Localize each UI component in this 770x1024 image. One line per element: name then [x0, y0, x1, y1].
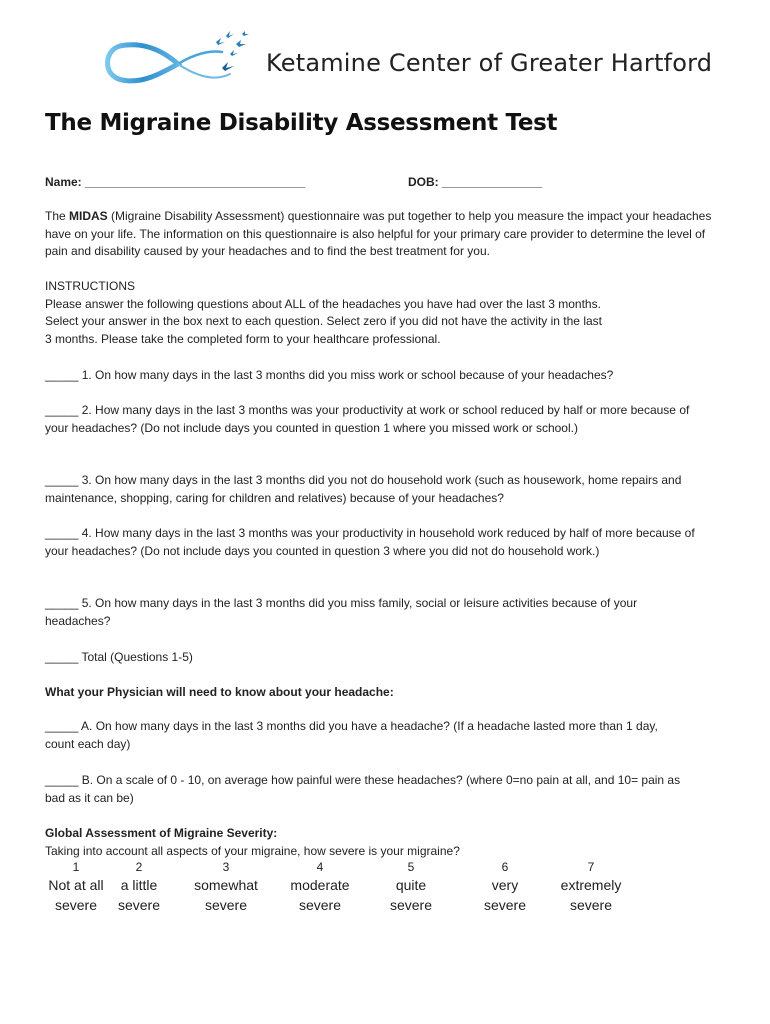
severity-option-1[interactable] [45, 860, 107, 917]
severity-option-5[interactable] [383, 860, 439, 917]
midas-acronym: MIDAS [69, 209, 108, 223]
severity-option-4[interactable] [280, 860, 360, 917]
global-assessment-heading: Global Assessment of Migraine Severity: [45, 826, 278, 840]
severity-word: very [491, 877, 519, 893]
severity-option-3[interactable] [188, 860, 264, 917]
global-assessment-prompt: Taking into account all aspects of your migraine, how severe is your migraine? [45, 844, 460, 858]
severity-word-2: severe [298, 897, 342, 913]
severity-option-7[interactable] [551, 860, 631, 917]
severity-word-2: severe [54, 897, 98, 913]
physician-heading: What your Physician will need to know about your headache: [45, 685, 394, 699]
severity-word: quite [395, 877, 427, 893]
instructions-line-2: Select your answer in the box next to each question. Select zero if you did not have the activity in the last [45, 314, 602, 329]
severity-number: 3 [222, 860, 230, 874]
severity-number: 6 [501, 860, 509, 874]
question-5[interactable]: _____ 5. On how many days in the last 3 months did you miss family, social or leisure activities because of your headaches? [45, 596, 638, 628]
question-a[interactable]: _____ A. On how many days in the last 3 months did you have a headache? (If a headache lasted more than 1 day, count each day) [45, 719, 658, 751]
instructions-line-3: 3 months. Please take the completed form to your healthcare professional. [45, 331, 441, 346]
instructions-heading: INSTRUCTIONS [45, 279, 135, 293]
severity-word-2: severe [483, 897, 527, 913]
severity-number: 5 [407, 860, 415, 874]
total-field[interactable]: _____ Total (Questions 1-5) [45, 650, 193, 664]
page-title: The Migraine Disability Assessment Test [45, 110, 558, 136]
question-2[interactable]: _____ 2. How many days in the last 3 months was your productivity at work or school reduced by half or more because of your headaches? (Do not include days you counted in question 1 where you missed work or school.) [45, 403, 690, 435]
question-1[interactable]: _____ 1. On how many days in the last 3 months did you miss work or school because of your headaches? [45, 368, 614, 382]
organization-name: Ketamine Center of Greater Hartford [266, 49, 713, 77]
question-b[interactable]: _____ B. On a scale of 0 - 10, on average how painful were these headaches? (where 0=no pain at all, and 10= pain as bad as it can be) [45, 773, 681, 805]
severity-word-2: severe [569, 897, 613, 913]
severity-number: 2 [135, 860, 143, 874]
instructions-line-1: Please answer the following questions about ALL of the headaches you have had over the last 3 months. [45, 296, 601, 311]
severity-word-2: severe [389, 897, 433, 913]
infinity-birds-logo-icon [98, 30, 258, 92]
severity-word-2: severe [204, 897, 248, 913]
severity-scale [45, 860, 685, 920]
severity-option-6[interactable] [477, 860, 533, 917]
dob-field[interactable]: DOB: _______________ [408, 175, 543, 189]
intro-lead: The [45, 209, 70, 223]
severity-word: a little [120, 877, 158, 893]
severity-option-2[interactable] [111, 860, 167, 917]
intro-rest: (Migraine Disability Assessment) questionnaire was put together to help you measure the impact your headaches have on your life. The information on this questionnaire is also helpful for your primary care provider to determine the level of pain and disability caused by your headaches and to find the best treatment for you. [45, 209, 712, 259]
question-3[interactable]: _____ 3. On how many days in the last 3 months did you not do household work (such as housework, home repairs and maintenance, shopping, caring for children and relatives) because of your headaches? [45, 473, 682, 505]
severity-word: extremely [560, 877, 622, 893]
name-field[interactable]: Name: _________________________________ [45, 175, 306, 189]
severity-word: Not at all [48, 877, 104, 893]
severity-word: somewhat [194, 877, 258, 893]
severity-number: 7 [587, 860, 595, 874]
intro-paragraph [45, 208, 725, 261]
severity-word: moderate [290, 877, 350, 893]
instructions-block [45, 278, 725, 348]
severity-number: 1 [72, 860, 80, 874]
severity-number: 4 [316, 860, 324, 874]
question-4[interactable]: _____ 4. How many days in the last 3 months was your productivity in household work reduced by half of more because of your headaches? (Do not include days you counted in question 3 where you did not do household work.) [45, 526, 695, 558]
severity-word-2: severe [117, 897, 161, 913]
